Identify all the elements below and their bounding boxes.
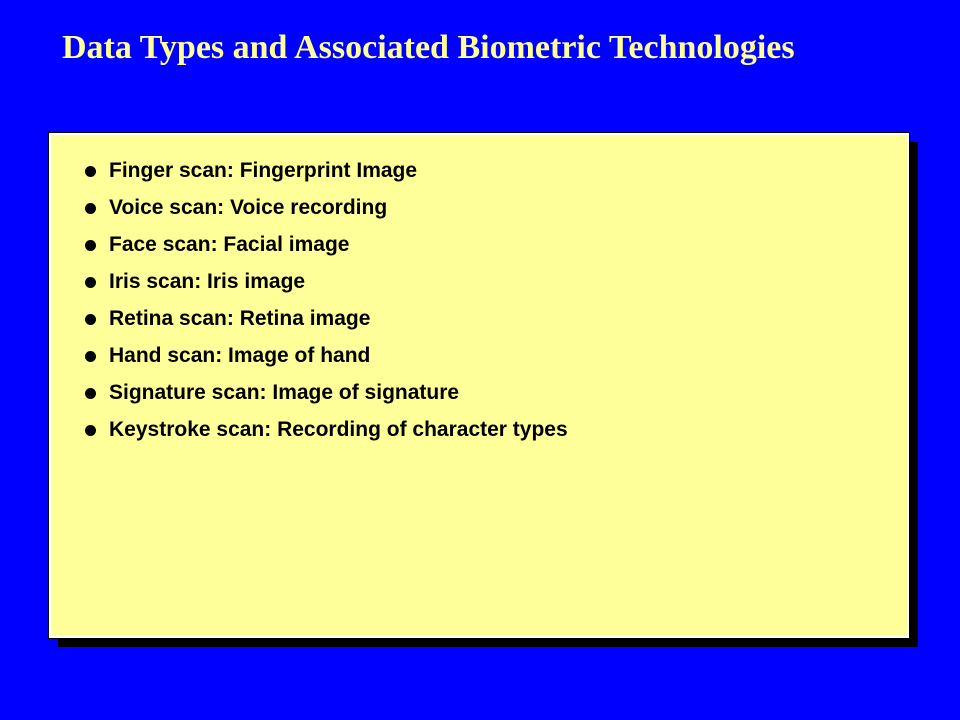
bullet-item [83, 266, 568, 303]
bullet-icon [85, 203, 96, 214]
bullet-icon [85, 277, 96, 288]
bullet-text: Signature scan: Image of signature [109, 381, 460, 404]
bullet-item [83, 229, 568, 266]
bullet-list [83, 155, 568, 451]
bullet-item [83, 303, 568, 340]
bullet-text: Voice scan: Voice recording [109, 196, 388, 219]
bullet-text: Finger scan: Fingerprint Image [109, 159, 418, 182]
bullet-item [83, 192, 568, 229]
bullet-item [83, 340, 568, 377]
bullet-item [83, 414, 568, 451]
bullet-icon [85, 240, 96, 251]
bullet-item [83, 377, 568, 414]
bullet-icon [85, 425, 96, 436]
bullet-text: Hand scan: Image of hand [109, 344, 371, 367]
bullet-text: Keystroke scan: Recording of character types [109, 418, 568, 441]
bullet-icon [85, 351, 96, 362]
bullet-icon [85, 388, 96, 399]
bullet-item [83, 155, 568, 192]
content-panel [49, 133, 909, 638]
bullet-text: Face scan: Facial image [109, 233, 350, 256]
bullet-text: Retina scan: Retina image [109, 307, 371, 330]
bullet-text: Iris scan: Iris image [109, 270, 306, 293]
bullet-icon [85, 314, 96, 325]
slide-title: Data Types and Associated Biometric Technologies [62, 29, 795, 66]
bullet-icon [85, 166, 96, 177]
